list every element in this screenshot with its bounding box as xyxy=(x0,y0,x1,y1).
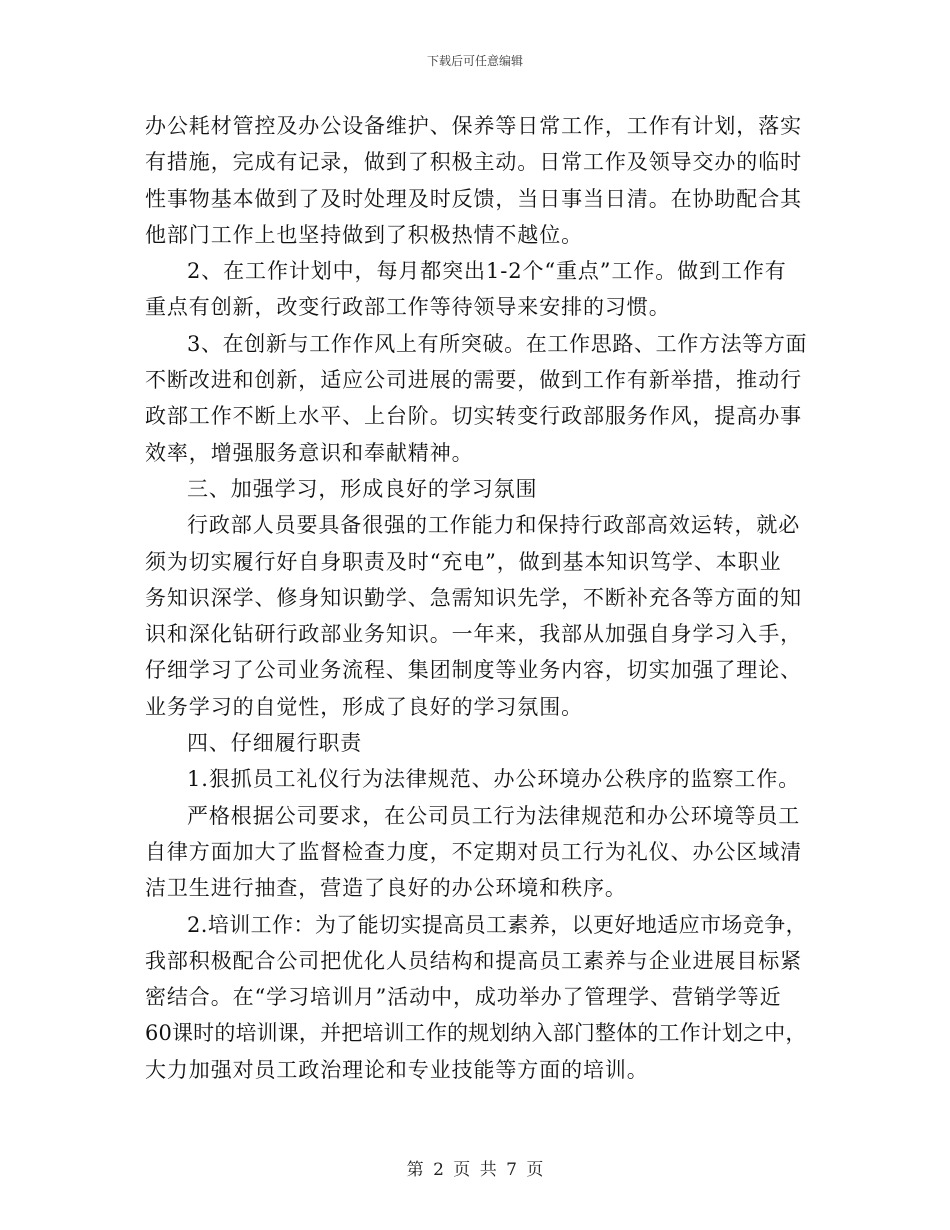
document-body xyxy=(145,108,813,1088)
text-line: 2、在工作计划中，每月都突出1-2个“重点”工作。做到工作有 xyxy=(187,259,787,284)
text-line: 仔细学习了公司业务流程、集团制度等业务内容，切实加强了理论、 xyxy=(145,658,802,683)
text-line: 性事物基本做到了及时处理及时反馈，当日事当日清。在协助配合其 xyxy=(145,186,802,211)
text-line: 办公耗材管控及办公设备维护、保养等日常工作，工作有计划，落实 xyxy=(145,114,802,138)
text-line: 密结合。在“学习培训月”活动中，成功举办了管理学、营销学等近 xyxy=(145,985,782,1010)
text-line: 务知识深学、修身知识勤学、急需知识先学，不断补充各等方面的知 xyxy=(145,585,802,610)
text-line: 行政部人员要具备很强的工作能力和保持行政部高效运转，就必 xyxy=(187,513,801,538)
text-line: 业务学习的自觉性，形成了良好的学习氛围。 xyxy=(145,694,583,719)
text-line: 2.培训工作：为了能切实提高员工素养，以更好地适应市场竞争， xyxy=(187,912,808,937)
text-line: 3、在创新与工作作风上有所突破。在工作思路、工作方法等方面 xyxy=(187,331,808,356)
text-line: 须为切实履行好自身职责及时“充电”，做到基本知识笃学、本职业 xyxy=(145,549,782,574)
text-line: 我部积极配合公司把优化人员结构和提高员工素养与企业进展目标紧 xyxy=(145,948,802,973)
page-header: 下载后可任意编辑 xyxy=(426,54,523,68)
text-line: 效率，增强服务意识和奉献精神。 xyxy=(145,440,474,465)
text-line: 自律方面加大了监督检查力度，不定期对员工行为礼仪、办公区域清 xyxy=(145,839,802,864)
text-line: 四、仔细履行职责 xyxy=(187,731,363,756)
text-line: 洁卫生进行抽查，营造了良好的办公环境和秩序。 xyxy=(145,876,627,901)
text-line: 三、加强学习，形成良好的学习氛围 xyxy=(187,476,538,501)
text-line: 1.狠抓员工礼仪行为法律规范、办公环境办公秩序的监察工作。 xyxy=(187,767,801,792)
text-line: 有措施，完成有记录，做到了积极主动。日常工作及领导交办的临时 xyxy=(145,150,802,175)
text-line: 大力加强对员工政治理论和专业技能等方面的培训。 xyxy=(145,1057,649,1082)
text-line: 政部工作不断上水平、上台阶。切实转变行政部服务作风，提高办事 xyxy=(145,404,802,429)
text-line: 60课时的培训课，并把培训工作的规划纳入部门整体的工作计划之中， xyxy=(145,1021,807,1046)
text-line: 重点有创新，改变行政部工作等待领导来安排的习惯。 xyxy=(145,295,671,320)
text-line: 识和深化钻研行政部业务知识。一年来，我部从加强自身学习入手， xyxy=(145,622,802,647)
text-line: 他部门工作上也坚持做到了积极热情不越位。 xyxy=(145,222,583,247)
page-footer: 第 2 页 共 7 页 xyxy=(406,1160,544,1180)
text-line: 严格根据公司要求，在公司员工行为法律规范和办公环境等员工 xyxy=(187,803,801,828)
text-line: 不断改进和创新，适应公司进展的需要，做到工作有新举措，推动行 xyxy=(145,368,802,393)
